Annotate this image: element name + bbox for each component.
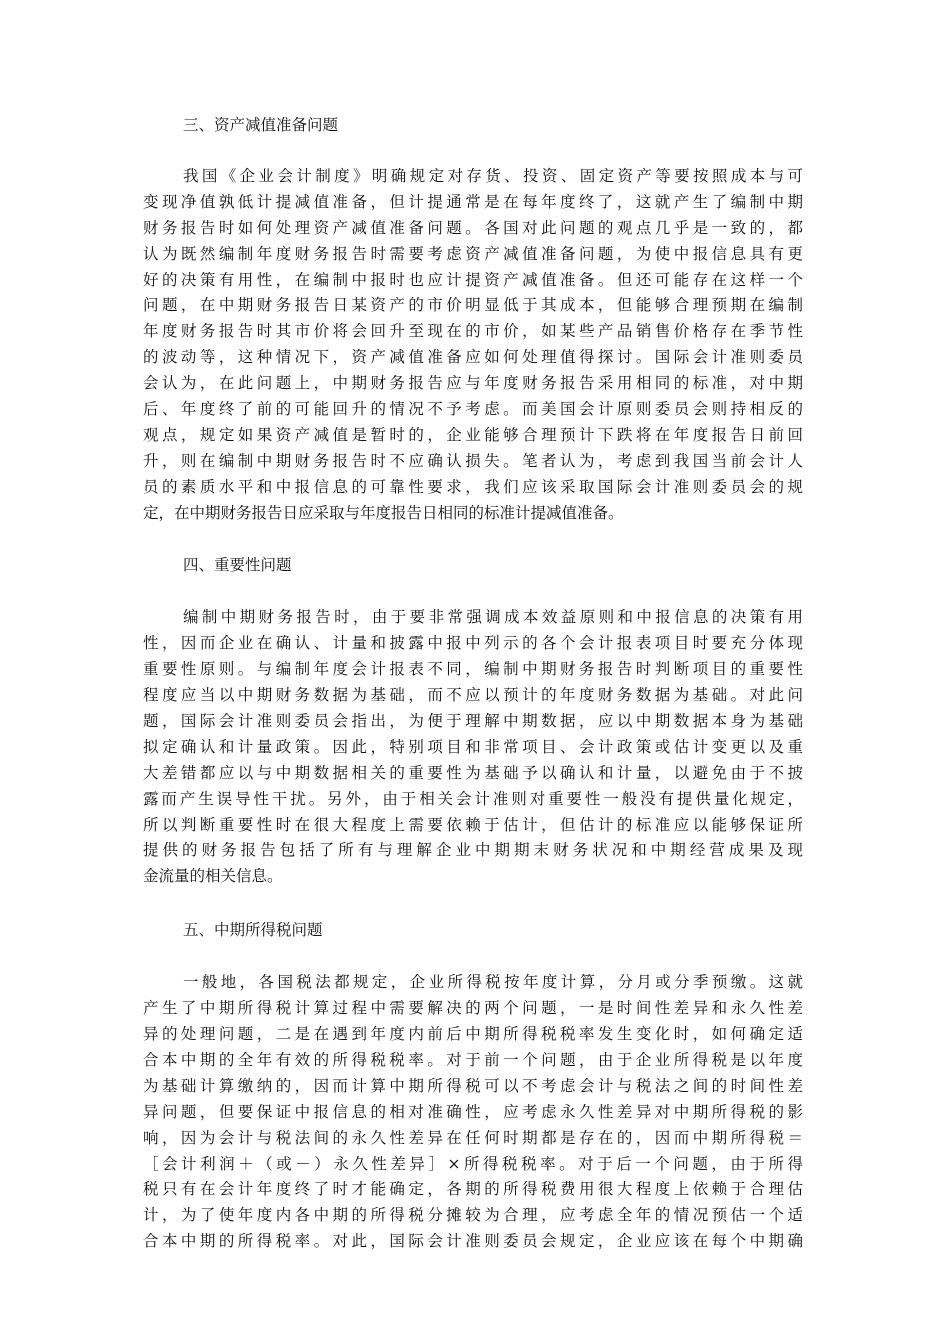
text-line: 一般地，各国税法都规定，企业所得税按年度计算，分月或分季预缴。这就: [183, 973, 803, 992]
text-line: 为基础计算缴纳的，因而计算中期所得税可以不考虑会计与税法之间的时间性差: [143, 1076, 803, 1095]
text-line: 变现净值孰低计提减值准备，但计提通常是在每年度终了，这就产生了编制中期: [143, 192, 803, 211]
text-line: 年度财务报告时其市价将会回升至现在的市价，如某些产品销售价格存在季节性: [143, 322, 803, 341]
section-heading-materiality: 四、重要性问题: [183, 556, 292, 575]
text-line: 提供的财务报告包括了所有与理解企业中期期末财务状况和中期经营成果及现: [143, 841, 803, 860]
text-line: 升，则在编制中期财务报告时不应确认损失。笔者认为，考虑到我国当前会计人: [143, 451, 803, 470]
text-line: 题，国际会计准则委员会指出，为便于理解中期数据，应以中期数据本身为基础: [143, 712, 803, 731]
text-line: 认为既然编制年度财务报告时需要考虑资产减值准备问题，为使中报信息具有更: [143, 244, 803, 263]
text-line: 金流量的相关信息。: [143, 867, 283, 886]
text-line: 大差错都应以与中期数据相关的重要性为基础予以确认和计量，以避免由于不披: [143, 763, 803, 782]
text-line: 响，因为会计与税法间的永久性差异在任何时期都是存在的，因而中期所得税＝: [143, 1128, 803, 1147]
text-line: 计，为了使年度内各中期的所得税分摊较为合理，应考虑全年的情况预估一个适: [143, 1206, 803, 1225]
text-line: 定，在中期财务报告日应采取与年度报告日相同的标准计提减值准备。: [143, 503, 624, 522]
text-line: 会认为，在此问题上，中期财务报告应与年度财务报告采用相同的标准，对中期: [143, 374, 803, 393]
text-line: 好的决策有用性，在编制中报时也应计提资产减值准备。但还可能存在这样一个: [143, 270, 803, 289]
text-line: 我国《企业会计制度》明确规定对存货、投资、固定资产等要按照成本与可: [183, 167, 803, 185]
text-line: 后、年度终了前的可能回升的情况不予考虑。而美国会计原则委员会则持相反的: [143, 400, 803, 419]
paragraph-interim-income-tax: [143, 970, 803, 1255]
document-page: [143, 112, 803, 1255]
text-line: 性，因而企业在确认、计量和披露中报中列示的各个会计报表项目时要充分体现: [143, 634, 803, 653]
text-line: 问题，在中期财务报告日某资产的市价明显低于其成本，但能够合理预期在编制: [143, 296, 803, 315]
paragraph-materiality: [143, 605, 803, 890]
text-line: 程度应当以中期财务数据为基础，而不应以预计的年度财务数据为基础。对此问: [143, 686, 803, 705]
text-line: 税只有在会计年度终了时才能确定，各期的所得税费用很大程度上依赖于合理估: [143, 1180, 803, 1199]
text-line: 所以判断重要性时在很大程度上需要依赖于估计，但估计的标准应以能够保证所: [143, 815, 803, 834]
section-heading-asset-impairment: 三、资产减值准备问题: [183, 116, 339, 134]
text-line: 异问题，但要保证中报信息的相对准确性，应考虑永久性差异对中期所得税的影: [143, 1102, 803, 1121]
text-line: 合本中期的全年有效的所得税税率。对于前一个问题，由于企业所得税是以年度: [143, 1050, 803, 1069]
text-line: 产生了中期所得税计算过程中需要解决的两个问题，一是时间性差异和永久性差: [143, 999, 803, 1018]
text-line: 拟定确认和计量政策。因此，特别项目和非常项目、会计政策或估计变更以及重: [143, 737, 803, 756]
text-line: 员的素质水平和中报信息的可靠性要求，我们应该采取国际会计准则委员会的规: [143, 477, 803, 496]
text-line: 编制中期财务报告时，由于要非常强调成本效益原则和中报信息的决策有用: [183, 608, 803, 627]
text-line: 合本中期的所得税率。对此，国际会计准则委员会规定，企业应该在每个中期确: [143, 1232, 803, 1251]
text-line: 露而产生误导性干扰。另外，由于相关会计准则对重要性一般没有提供量化规定，: [143, 789, 803, 808]
text-line: 财务报告时如何处理资产减值准备问题。各国对此问题的观点几乎是一致的，都: [143, 218, 803, 237]
text-line: 重要性原则。与编制年度会计报表不同，编制中期财务报告时判断项目的重要性: [143, 660, 803, 679]
text-line: 的波动等，这种情况下，资产减值准备应如何处理值得探讨。国际会计准则委员: [143, 348, 803, 367]
text-line: ［会计利润＋（或－）永久性差异］×所得税税率。对于后一个问题，由于所得: [143, 1154, 803, 1173]
section-heading-interim-income-tax: 五、中期所得税问题: [183, 921, 323, 940]
text-line: 异的处理问题，二是在遇到年度内前后中期所得税税率发生变化时，如何确定适: [143, 1025, 803, 1044]
paragraph-asset-impairment: [143, 164, 803, 526]
text-line: 观点，规定如果资产减值是暂时的，企业能够合理预计下跌将在年度报告日前回: [143, 425, 803, 444]
